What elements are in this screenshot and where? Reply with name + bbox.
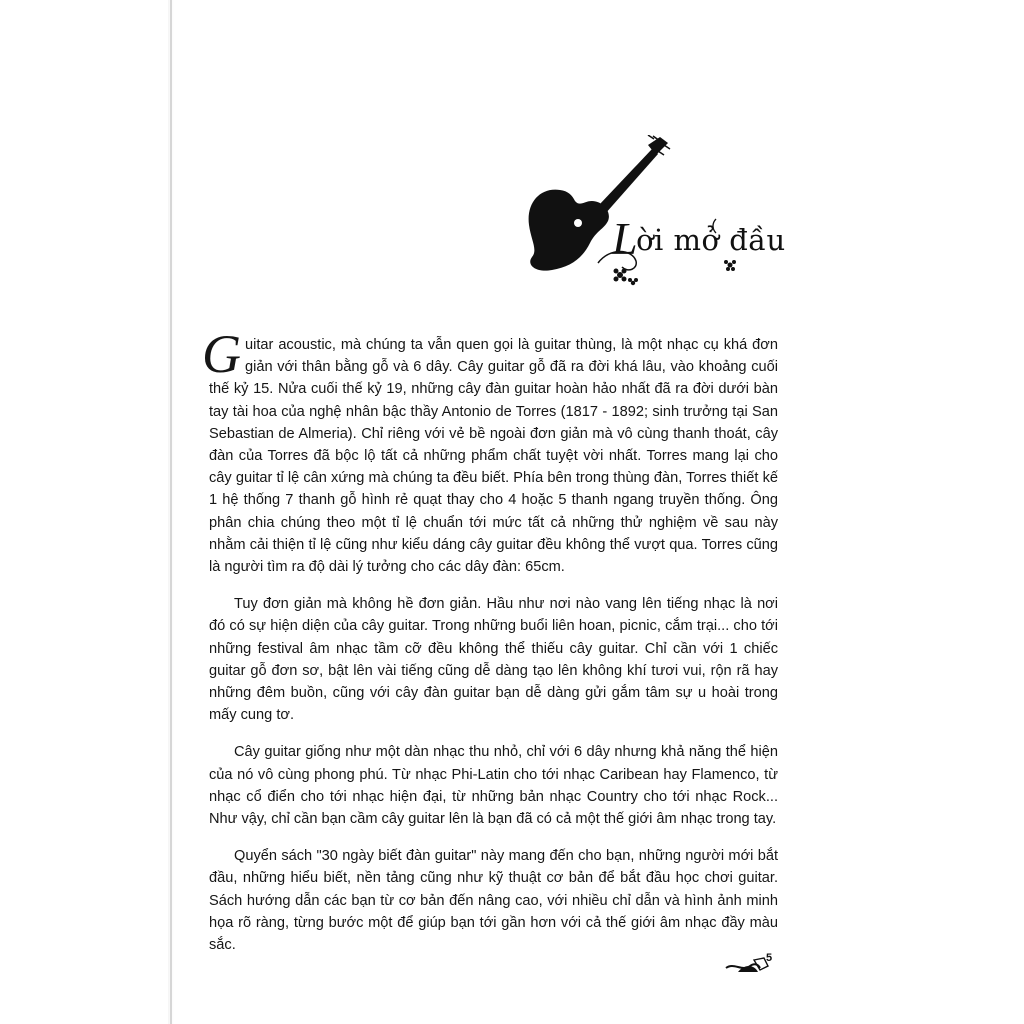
page-binding-line bbox=[170, 0, 172, 1024]
chapter-title bbox=[612, 213, 786, 264]
paragraph-2: Tuy đơn giản mà không hề đơn giản. Hầu như nơi nào vang lên tiếng nhạc là nơi đó có sự hiện diện của cây guitar. Trong những buổi liên hoan, picnic, cắm trại... cho tới những festival âm nhạc tầm cỡ đều không thể thiếu cây guitar. Chỉ cần với 1 chiếc guitar gỗ đơn sơ, bật lên vài tiếng cũng dễ dàng tạo lên không khí tươi vui, rộn rã hay những đêm buồn, cũng với cây đàn guitar bạn dễ dàng gửi gắm tâm sự u hoài trong mấy cung tơ. bbox=[209, 596, 778, 724]
paragraph-1 bbox=[202, 324, 778, 578]
drop-cap: G bbox=[202, 324, 241, 384]
chapter-title-text: ời mở đầu bbox=[636, 223, 786, 257]
chapter-title-initial: L bbox=[612, 213, 639, 264]
paragraph-1-text: uitar acoustic, mà chúng ta vẫn quen gọi là guitar thùng, là một nhạc cụ khá đơn giản với thân bằng gỗ và 6 dây. Cây guitar gỗ đã ra đời khá lâu, vào khoảng cuối thế kỷ 15. Nửa cuối thế kỷ 19, những cây đàn guitar hoàn hảo nhất đã ra đời dưới bàn tay tài hoa của nghệ nhân bậc thầy Antonio de Torres (1817 - 1892; sinh trưởng tại San Sebastian de Almeria). Chỉ riêng với vẻ bề ngoài đơn giản mà vô cùng thanh thoát, cây đàn của Torres đã bộc lộ tất cả những phẩm chất tuyệt vời nhất. Torres mang lại cho cây guitar tỉ lệ cân xứng mà chúng ta đều biết. Phía bên trong thùng đàn, Torres thiết kế 1 hệ thống 7 thanh gỗ hình rẻ quạt thay cho 4 hoặc 5 thanh ngang truyền thống. Ông phân chia chúng theo một tỉ lệ chuẩn tới mức tất cả những thử nghiệm về sau này nhằm cải thiện tỉ lệ cũng như kiểu dáng cây guitar đều không thể vượt qua. Torres cũng là người tìm ra độ dài lý tưởng cho các dây đàn: 65cm. bbox=[209, 337, 778, 576]
flourish-icon bbox=[724, 950, 784, 980]
paragraph-3: Cây guitar giống như một dàn nhạc thu nhỏ, chỉ với 6 dây nhưng khả năng thể hiện của nó vô cùng phong phú. Từ nhạc Phi-Latin cho tới nhạc Caribean hay Flamenco, từ nhạc cổ điển cho tới nhạc hiện đại, từ những bản nhạc Country cho tới nhạc Rock... Như vậy, chỉ cần bạn cầm cây guitar lên là bạn đã có cả một thế giới âm nhạc trong tay. bbox=[209, 744, 778, 828]
page-number: 5 bbox=[766, 952, 773, 964]
chapter-heading bbox=[520, 135, 790, 300]
guitar-icon bbox=[520, 135, 790, 300]
paragraph-4: Quyển sách "30 ngày biết đàn guitar" này mang đến cho bạn, những người mới bắt đầu, những hiểu biết, nền tảng cũng như kỹ thuật cơ bản để bắt đầu học chơi guitar. Sách hướng dẫn các bạn từ cơ bản đến nâng cao, với nhiều chỉ dẫn và hình ảnh minh họa rõ ràng, từng bước một để giúp bạn tới gần hơn với cả thế giới âm nhạc đầy màu sắc. bbox=[209, 848, 778, 954]
body-text bbox=[202, 324, 778, 971]
page-number-ornament bbox=[724, 950, 784, 980]
